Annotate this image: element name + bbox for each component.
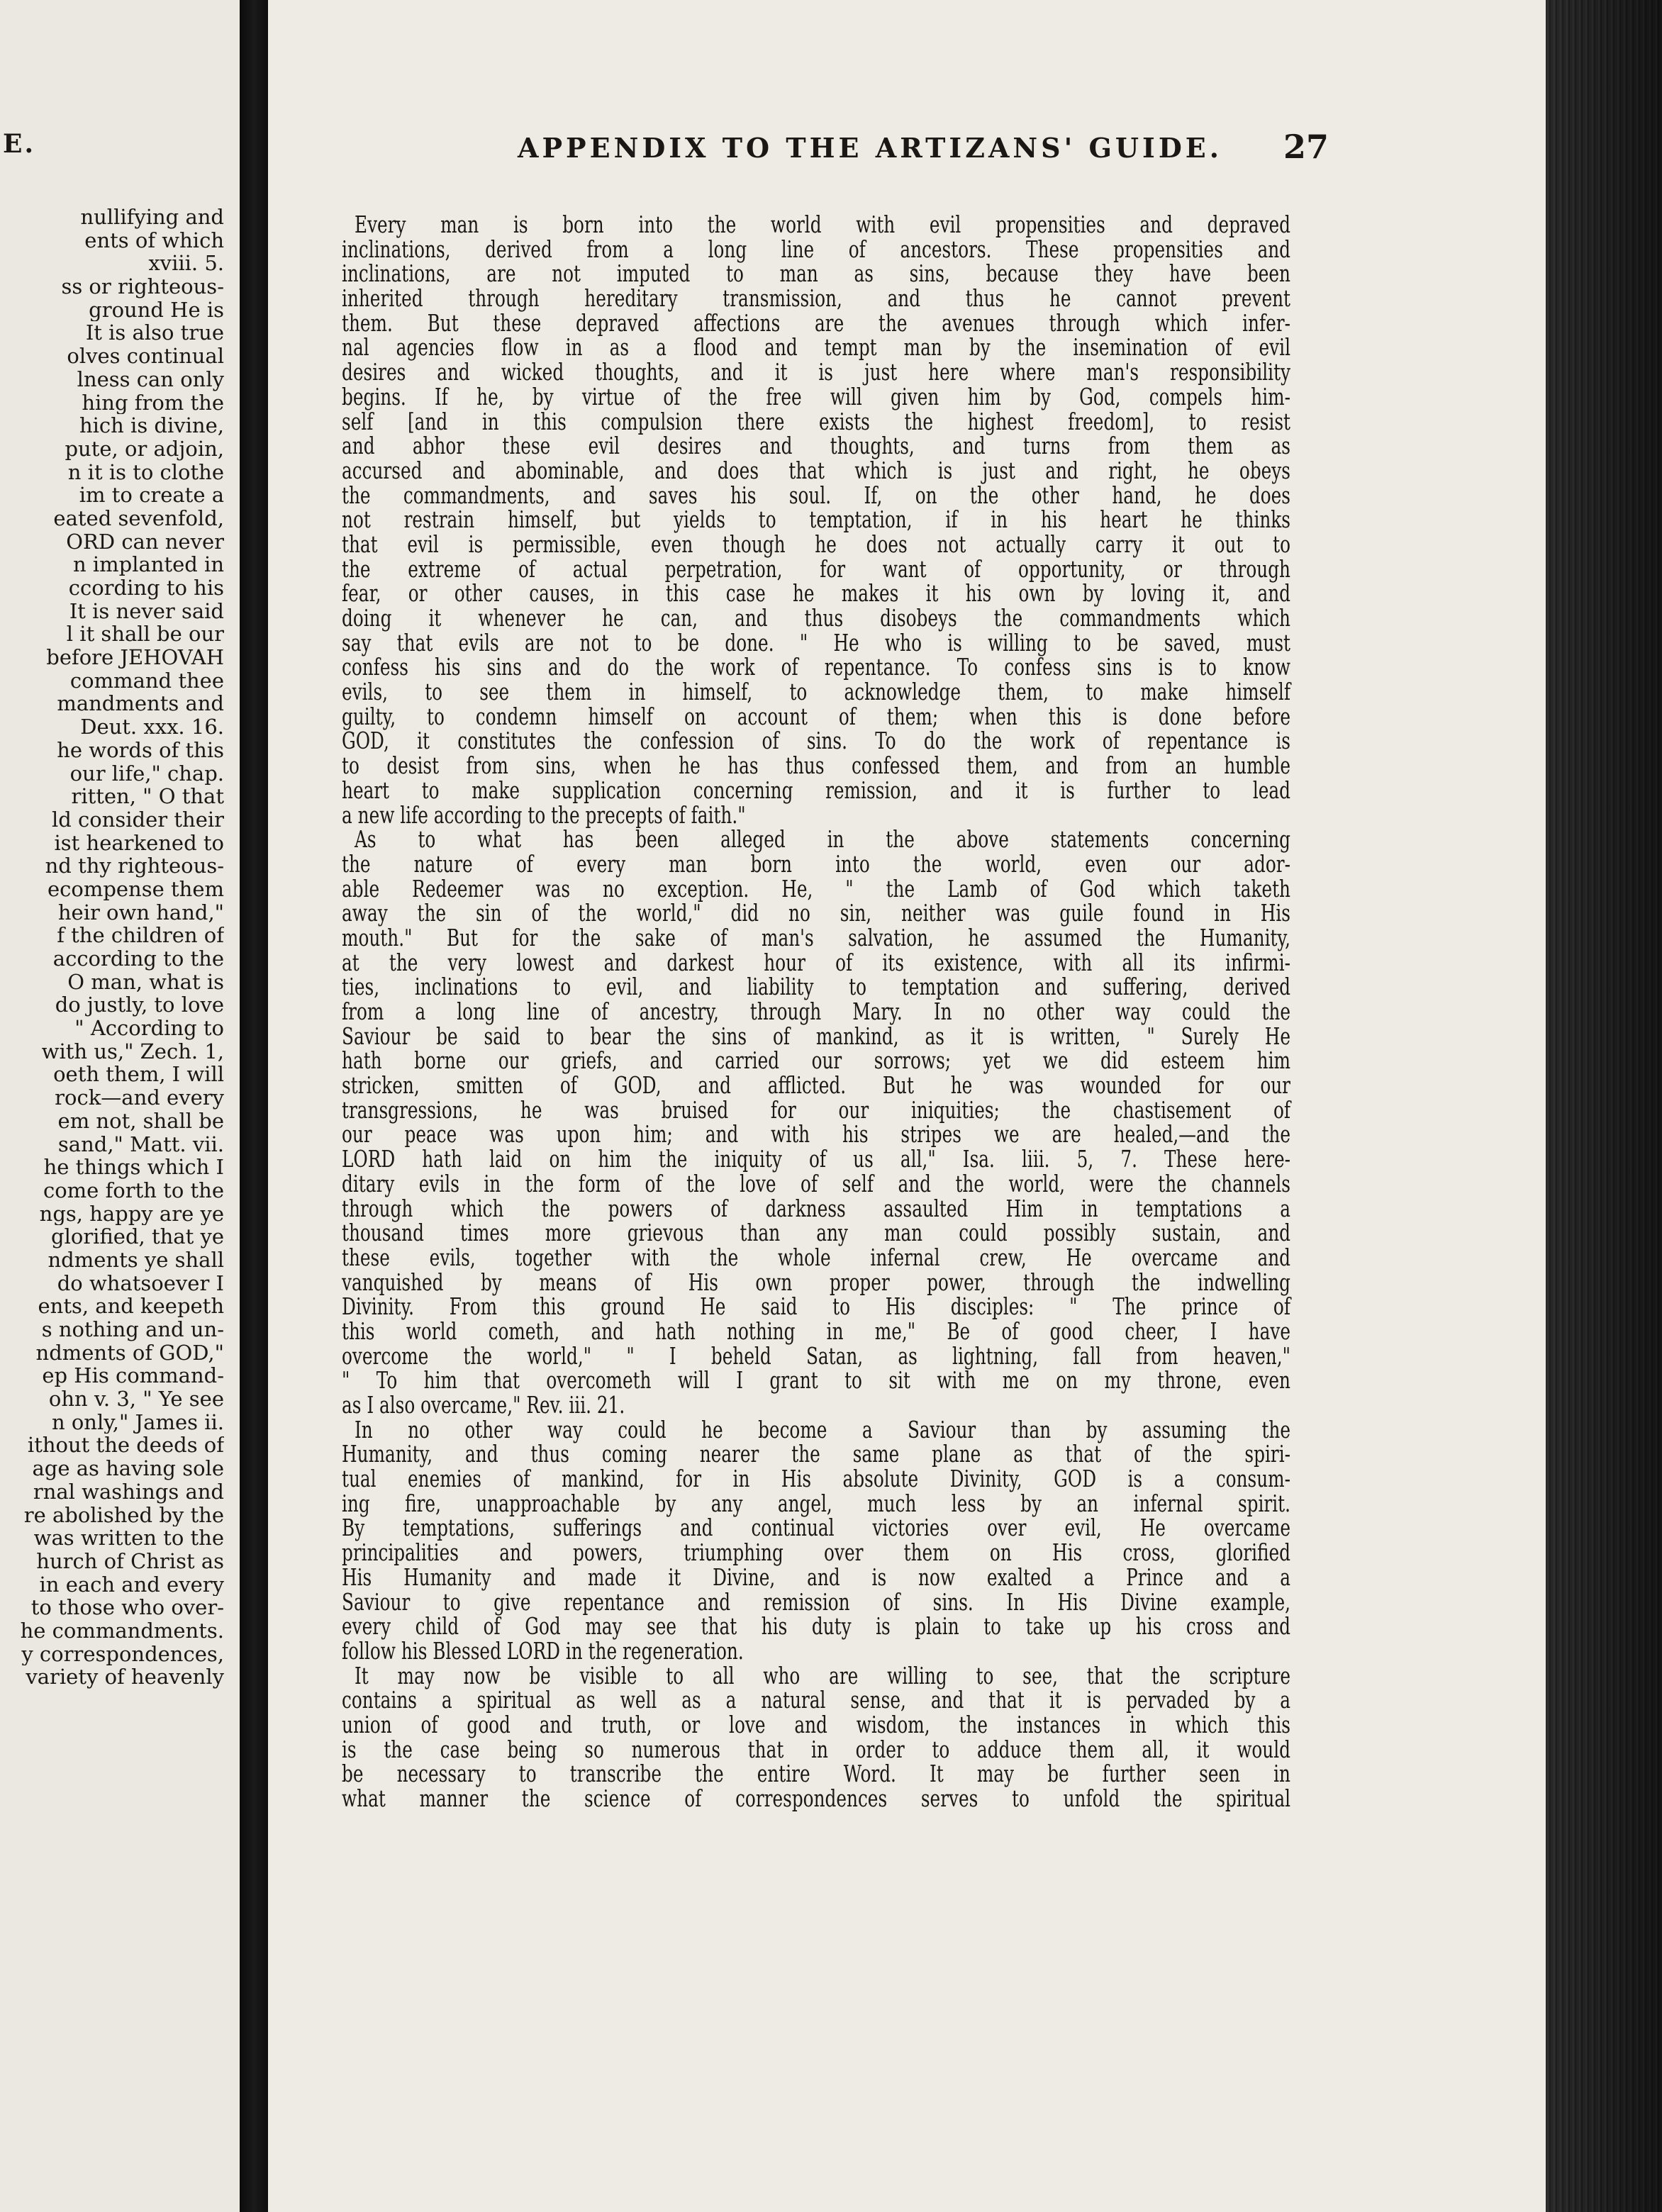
text-line: this world cometh, and hath nothing in me," Be of good cheer, I have bbox=[342, 1317, 1290, 1345]
left-text-line: Deut. xxx. 16. bbox=[80, 715, 224, 739]
text-line: accursed and abominable, and does that which is just and right, he obeys bbox=[342, 456, 1290, 484]
left-page-fragment bbox=[0, 0, 240, 2212]
left-text-line: he words of this bbox=[57, 738, 224, 762]
text-line: heart to make supplication concerning remission, and it is further to lead bbox=[342, 776, 1290, 804]
left-text-line: variety of heavenly bbox=[26, 1665, 224, 1689]
left-text-line: rock—and every bbox=[55, 1086, 224, 1110]
text-line: to desist from sins, when he has thus confessed them, and from an humble bbox=[342, 752, 1290, 780]
text-line: able Redeemer was no exception. He, " the Lamb of God which taketh bbox=[342, 874, 1290, 903]
text-line: union of good and truth, or love and wisdom, the instances in which this bbox=[342, 1710, 1290, 1738]
text-line: is the case being so numerous that in order to adduce them all, it would bbox=[342, 1735, 1290, 1763]
left-text-line: to those who over- bbox=[30, 1596, 224, 1619]
text-line: our peace was upon him; and with his stripes we are healed,—and the bbox=[342, 1120, 1290, 1149]
left-text-line: oeth them, I will bbox=[53, 1063, 224, 1087]
text-line: As to what has been alleged in the above statements concerning bbox=[355, 825, 1290, 854]
left-text-line: ist hearkened to bbox=[54, 831, 224, 855]
left-text-line: hurch of Christ as bbox=[36, 1549, 224, 1573]
body-text bbox=[342, 213, 1290, 1811]
text-line: every child of God may see that his duty is plain to take up his cross and bbox=[342, 1612, 1290, 1641]
left-text-line: rnal washings and bbox=[33, 1480, 224, 1504]
left-text-line: ents of which bbox=[84, 228, 224, 252]
text-line: them. But these depraved affections are the avenues through which infer- bbox=[342, 308, 1290, 337]
text-line: Humanity, and thus coming nearer the same plane as that of the spiri- bbox=[342, 1440, 1290, 1468]
left-text-line: n implanted in bbox=[72, 553, 224, 576]
text-line: thousand times more grievous than any man could possibly sustain, and bbox=[342, 1219, 1290, 1247]
text-line: these evils, together with the whole infernal crew, He overcame and bbox=[342, 1243, 1290, 1271]
left-text-line: l it shall be our bbox=[66, 622, 224, 647]
left-text-line: xviii. 5. bbox=[148, 252, 224, 276]
left-text-line: in each and every bbox=[39, 1573, 224, 1597]
text-line: " To him that overcometh will I grant to sit with me on my throne, even bbox=[342, 1366, 1290, 1395]
text-line: Every man is born into the world with evil propensities and depraved bbox=[355, 211, 1290, 238]
left-text-line: nullifying and bbox=[80, 206, 224, 229]
text-line: through which the powers of darkness assaulted Him in temptations a bbox=[342, 1194, 1290, 1222]
left-text-line: before JEHOVAH bbox=[46, 646, 224, 669]
left-text-line: with us," Zech. 1, bbox=[41, 1039, 224, 1063]
left-text-line: ithout the deeds of bbox=[27, 1434, 224, 1458]
book-gutter bbox=[240, 0, 268, 2212]
text-line: evils, to see them in himself, to acknowledge them, to make himself bbox=[342, 678, 1290, 706]
left-text-line: ohn v. 3, " Ye see bbox=[48, 1387, 224, 1411]
text-line: the nature of every man born into the world, even our ador- bbox=[342, 849, 1290, 878]
text-line: By temptations, sufferings and continual victories over evil, He overcame bbox=[342, 1514, 1290, 1542]
running-head: APPENDIX TO THE ARTIZANS' GUIDE. bbox=[518, 132, 1222, 164]
text-line: doing it whenever he can, and thus disobeys the commandments which bbox=[342, 604, 1290, 632]
left-text-line: he things which I bbox=[43, 1156, 224, 1179]
left-text-line: O man, what is bbox=[67, 970, 224, 994]
text-line: begins. If he, by virtue of the free will given him by God, compels him- bbox=[342, 382, 1290, 410]
left-text-line: " According to bbox=[74, 1017, 224, 1040]
page-number: 27 bbox=[1283, 128, 1329, 166]
left-text-line: ld consider their bbox=[51, 808, 224, 832]
text-line: be necessary to transcribe the entire Word. It may be further seen in bbox=[342, 1760, 1290, 1788]
left-text-line: heir own hand," bbox=[57, 900, 224, 925]
left-text-line: y correspondences, bbox=[21, 1642, 224, 1666]
left-text-line: f the children of bbox=[57, 924, 224, 947]
text-line: and abhor these evil desires and thoughts, and turns from them as bbox=[342, 432, 1290, 460]
page-edges bbox=[1546, 0, 1662, 2212]
text-line: not restrain himself, but yields to temptation, if in his heart he thinks bbox=[342, 505, 1290, 534]
left-text-line: ents, and keepeth bbox=[38, 1295, 224, 1318]
left-text-line: age as having sole bbox=[32, 1457, 224, 1480]
right-page bbox=[268, 0, 1546, 2212]
text-line: a new life according to the precepts of faith." bbox=[342, 800, 746, 829]
left-text-line: s nothing and un- bbox=[41, 1318, 224, 1341]
left-text-line: em not, shall be bbox=[57, 1109, 224, 1133]
left-text-line: It is never said bbox=[69, 599, 224, 623]
left-page-header: E. bbox=[3, 129, 35, 159]
text-line: His Humanity and made it Divine, and is now exalted a Prince and a bbox=[342, 1563, 1290, 1591]
left-text-line: ndments ye shall bbox=[48, 1248, 224, 1272]
left-text-line: nd thy righteous- bbox=[45, 854, 224, 878]
left-text-line: ep His command- bbox=[42, 1364, 224, 1388]
text-line: as I also overcame," Rev. iii. 21. bbox=[342, 1391, 625, 1419]
text-line: at the very lowest and darkest hour of its existence, with all its infirmi- bbox=[342, 948, 1290, 976]
left-text-line: do justly, to love bbox=[55, 993, 224, 1017]
left-text-line: n only," James ii. bbox=[51, 1410, 224, 1434]
text-line: away the sin of the world," did no sin, neither was guile found in His bbox=[342, 899, 1290, 927]
text-line: inherited through hereditary transmission, and thus he cannot prevent bbox=[342, 284, 1290, 313]
text-line: tual enemies of mankind, for in His absolute Divinity, GOD is a consum- bbox=[342, 1465, 1290, 1493]
text-line: the commandments, and saves his soul. If, on the other hand, he does bbox=[342, 481, 1290, 509]
text-line: Saviour be said to bear the sins of mankind, as it is written, " Surely He bbox=[342, 1022, 1290, 1050]
text-line: the extreme of actual perpetration, for want of opportunity, or through bbox=[342, 554, 1290, 583]
text-line: Divinity. From this ground He said to His disciples: " The prince of bbox=[342, 1292, 1290, 1321]
left-text-line: glorified, that ye bbox=[51, 1225, 224, 1249]
left-text-line: eated sevenfold, bbox=[53, 506, 224, 530]
text-line: guilty, to condemn himself on account of them; when this is done before bbox=[342, 702, 1290, 730]
text-line: ditary evils in the form of the love of self and the world, were the channels bbox=[342, 1169, 1290, 1197]
text-line: ing fire, unapproachable by any angel, much less by an infernal spirit. bbox=[342, 1489, 1290, 1517]
left-text-line: according to the bbox=[52, 947, 224, 971]
text-line: desires and wicked thoughts, and it is just here where man's responsibility bbox=[342, 358, 1290, 386]
left-text-line: olves continual bbox=[67, 345, 224, 368]
page-edges-shade bbox=[1546, 0, 1662, 2212]
text-line: self [and in this compulsion there exists the highest freedom], to resist bbox=[342, 407, 1290, 435]
left-text-line: ngs, happy are ye bbox=[39, 1202, 224, 1226]
text-line: inclinations, derived from a long line of ancestors. These propensities and bbox=[342, 235, 1290, 263]
left-text-line: come forth to the bbox=[43, 1178, 224, 1202]
text-line: fear, or other causes, in this case he makes it his own by loving it, and bbox=[342, 579, 1290, 608]
text-line: LORD hath laid on him the iniquity of us all," Isa. liii. 5, 7. These here- bbox=[342, 1145, 1290, 1173]
text-line: transgressions, he was bruised for our iniquities; the chastisement of bbox=[342, 1095, 1290, 1124]
left-text-line: re abolished by the bbox=[23, 1503, 224, 1527]
text-line: stricken, smitten of GOD, and afflicted. But he was wounded for our bbox=[342, 1071, 1290, 1100]
left-text-line: was written to the bbox=[33, 1526, 224, 1550]
left-text-line: sand," Matt. vii. bbox=[57, 1132, 224, 1156]
left-text-line: ground He is bbox=[89, 298, 224, 322]
left-text-line: command thee bbox=[69, 669, 224, 693]
left-text-line: lness can only bbox=[77, 367, 224, 391]
left-text-line: ORD can never bbox=[66, 530, 224, 554]
left-page-text bbox=[3, 206, 224, 1689]
text-line: mouth." But for the sake of man's salvation, he assumed the Humanity, bbox=[342, 923, 1290, 951]
text-line: vanquished by means of His own proper power, through the indwelling bbox=[342, 1268, 1290, 1296]
text-line: principalities and powers, triumphing over them on His cross, glorified bbox=[342, 1538, 1290, 1567]
text-line: what manner the science of correspondences serves to unfold the spiritual bbox=[342, 1784, 1290, 1812]
left-text-line: im to create a bbox=[79, 484, 224, 507]
text-line: It may now be visible to all who are willing to see, that the scripture bbox=[355, 1661, 1290, 1689]
text-line: follow his Blessed LORD in the regeneration. bbox=[342, 1636, 744, 1665]
left-text-line: do whatsoever I bbox=[57, 1271, 224, 1295]
left-text-line: pute, or adjoin, bbox=[65, 437, 224, 461]
text-line: ties, inclinations to evil, and liability to temptation and suffering, derived bbox=[342, 973, 1290, 1001]
text-line: that evil is permissible, even though he does not actually carry it out to bbox=[342, 530, 1290, 558]
left-text-line: mandments and bbox=[57, 692, 224, 716]
left-text-line: It is also true bbox=[85, 321, 224, 345]
left-text-line: ritten, " O that bbox=[71, 785, 224, 808]
text-line: confess his sins and do the work of repentance. To confess sins is to know bbox=[342, 653, 1290, 681]
text-line: GOD, it constitutes the confession of sins. To do the work of repentance is bbox=[342, 727, 1290, 755]
text-line: Saviour to give repentance and remission of sins. In His Divine example, bbox=[342, 1587, 1290, 1616]
left-text-line: ndments of GOD," bbox=[35, 1341, 224, 1365]
text-line: inclinations, are not imputed to man as sins, because they have been bbox=[342, 259, 1290, 288]
left-text-line: hich is divine, bbox=[79, 414, 224, 437]
text-line: from a long line of ancestry, through Mary. In no other way could the bbox=[342, 998, 1290, 1025]
left-text-line: hing from the bbox=[82, 391, 224, 415]
text-line: contains a spiritual as well as a natural sense, and that it is pervaded by a bbox=[342, 1686, 1290, 1714]
left-text-line: ss or righteous- bbox=[61, 275, 224, 298]
left-text-line: ccording to his bbox=[68, 576, 224, 600]
text-line: nal agencies flow in as a flood and tempt man by the insemination of evil bbox=[342, 333, 1290, 362]
left-text-line: ecompense them bbox=[47, 877, 224, 901]
left-text-line: n it is to clothe bbox=[67, 460, 224, 484]
text-line: overcome the world," " I beheld Satan, as lightning, fall from heaven," bbox=[342, 1341, 1290, 1370]
left-text-line: he commandments. bbox=[20, 1619, 224, 1643]
text-line: say that evils are not to be done. " He who is willing to be saved, must bbox=[342, 628, 1290, 657]
text-line: In no other way could he become a Saviour than by assuming the bbox=[355, 1415, 1290, 1443]
left-text-line: our life," chap. bbox=[69, 761, 224, 786]
text-line: hath borne our griefs, and carried our sorrows; yet we did esteem him bbox=[342, 1046, 1290, 1075]
